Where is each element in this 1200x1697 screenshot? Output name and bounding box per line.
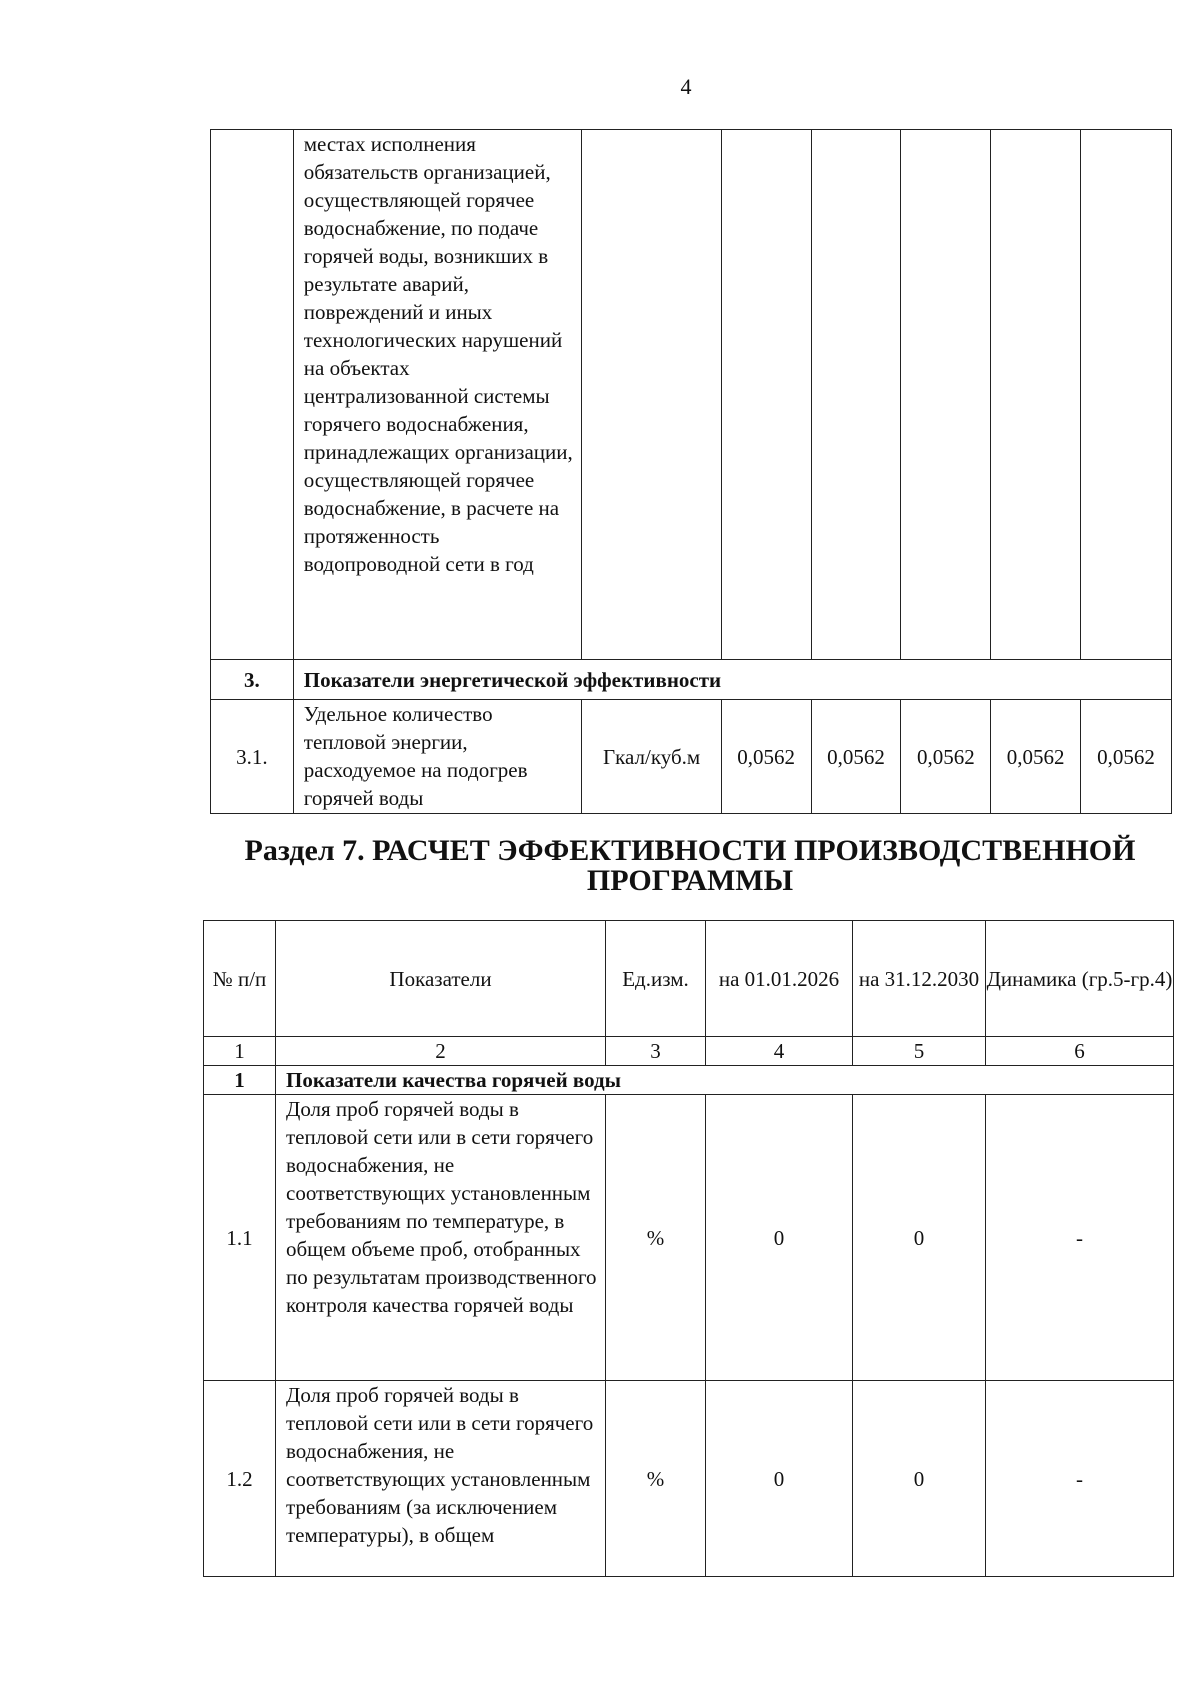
column-number: 6: [986, 1037, 1174, 1066]
header-num: № п/п: [204, 921, 276, 1037]
value-cell: 0,0562: [901, 700, 991, 814]
value-cell: 0,0562: [1081, 700, 1172, 814]
value-2026-cell: 0: [706, 1095, 853, 1381]
table-row: [211, 130, 1172, 660]
value-cell: 0,0562: [991, 700, 1081, 814]
column-number: 4: [706, 1037, 853, 1066]
dynamics-cell: -: [986, 1095, 1174, 1381]
indicator-name-cell: Доля проб горячей воды в тепловой сети или в сети горячего водоснабжения, не соответствующих установленным требованиям (за исключением температуры), в общем: [276, 1381, 606, 1577]
table-row: [204, 1095, 1174, 1381]
section-number: 3.: [211, 660, 294, 700]
column-number: 2: [276, 1037, 606, 1066]
column-number: 3: [606, 1037, 706, 1066]
indicators-table-continued: [210, 129, 1172, 814]
header-row: [204, 921, 1174, 1037]
section-title: Показатели энергетической эффективности: [293, 660, 1171, 700]
unit-cell: %: [606, 1381, 706, 1577]
indicator-name-cell: Удельное количество тепловой энергии, расходуемое на подогрев горячей воды: [293, 700, 582, 814]
column-number: 5: [853, 1037, 986, 1066]
table-row: [211, 700, 1172, 814]
value-cell: [901, 130, 991, 660]
unit-cell: %: [606, 1095, 706, 1381]
column-number: 1: [204, 1037, 276, 1066]
value-cell: [811, 130, 901, 660]
value-2026-cell: 0: [706, 1381, 853, 1577]
header-2030: на 31.12.2030: [853, 921, 986, 1037]
value-2030-cell: 0: [853, 1095, 986, 1381]
column-numbers-row: [204, 1037, 1174, 1066]
section-row: [211, 660, 1172, 700]
row-number-cell: 3.1.: [211, 700, 294, 814]
group-number: 1: [204, 1066, 276, 1095]
value-cell: [991, 130, 1081, 660]
group-row: [204, 1066, 1174, 1095]
value-2030-cell: 0: [853, 1381, 986, 1577]
row-number-cell: [211, 130, 294, 660]
row-number-cell: 1.1: [204, 1095, 276, 1381]
header-indicator: Показатели: [276, 921, 606, 1037]
unit-cell: [582, 130, 721, 660]
value-cell: [1081, 130, 1172, 660]
value-cell: 0,0562: [811, 700, 901, 814]
header-2026: на 01.01.2026: [706, 921, 853, 1037]
unit-cell: Гкал/куб.м: [582, 700, 721, 814]
value-cell: 0,0562: [721, 700, 811, 814]
value-cell: [721, 130, 811, 660]
page-number: 4: [680, 74, 692, 99]
indicator-name-cell: Доля проб горячей воды в тепловой сети или в сети горячего водоснабжения, не соответствующих установленным требованиям по температуре, в общем объеме проб, отобранных по результатам производственного контроля качества горячей воды: [276, 1095, 606, 1381]
header-unit: Ед.изм.: [606, 921, 706, 1037]
header-dynamics: Динамика (гр.5-гр.4): [986, 921, 1174, 1037]
section-heading: Раздел 7. РАСЧЕТ ЭФФЕКТИВНОСТИ ПРОИЗВОДСТВЕННОЙ ПРОГРАММЫ: [244, 834, 1136, 897]
table-row: [204, 1381, 1174, 1577]
efficiency-table: [203, 920, 1174, 1577]
row-number-cell: 1.2: [204, 1381, 276, 1577]
group-title: Показатели качества горячей воды: [276, 1066, 1174, 1095]
dynamics-cell: -: [986, 1381, 1174, 1577]
indicator-name-cell: местах исполнения обязательств организацией, осуществляющей горячее водоснабжение, по подаче горячей воды, возникших в результате аварий, повреждений и иных технологических нарушений на объектах централизованной системы горячего водоснабжения, принадлежащих организации, осуществляющей горячее водоснабжение, в расчете на протяженность водопроводной сети в год: [293, 130, 582, 660]
